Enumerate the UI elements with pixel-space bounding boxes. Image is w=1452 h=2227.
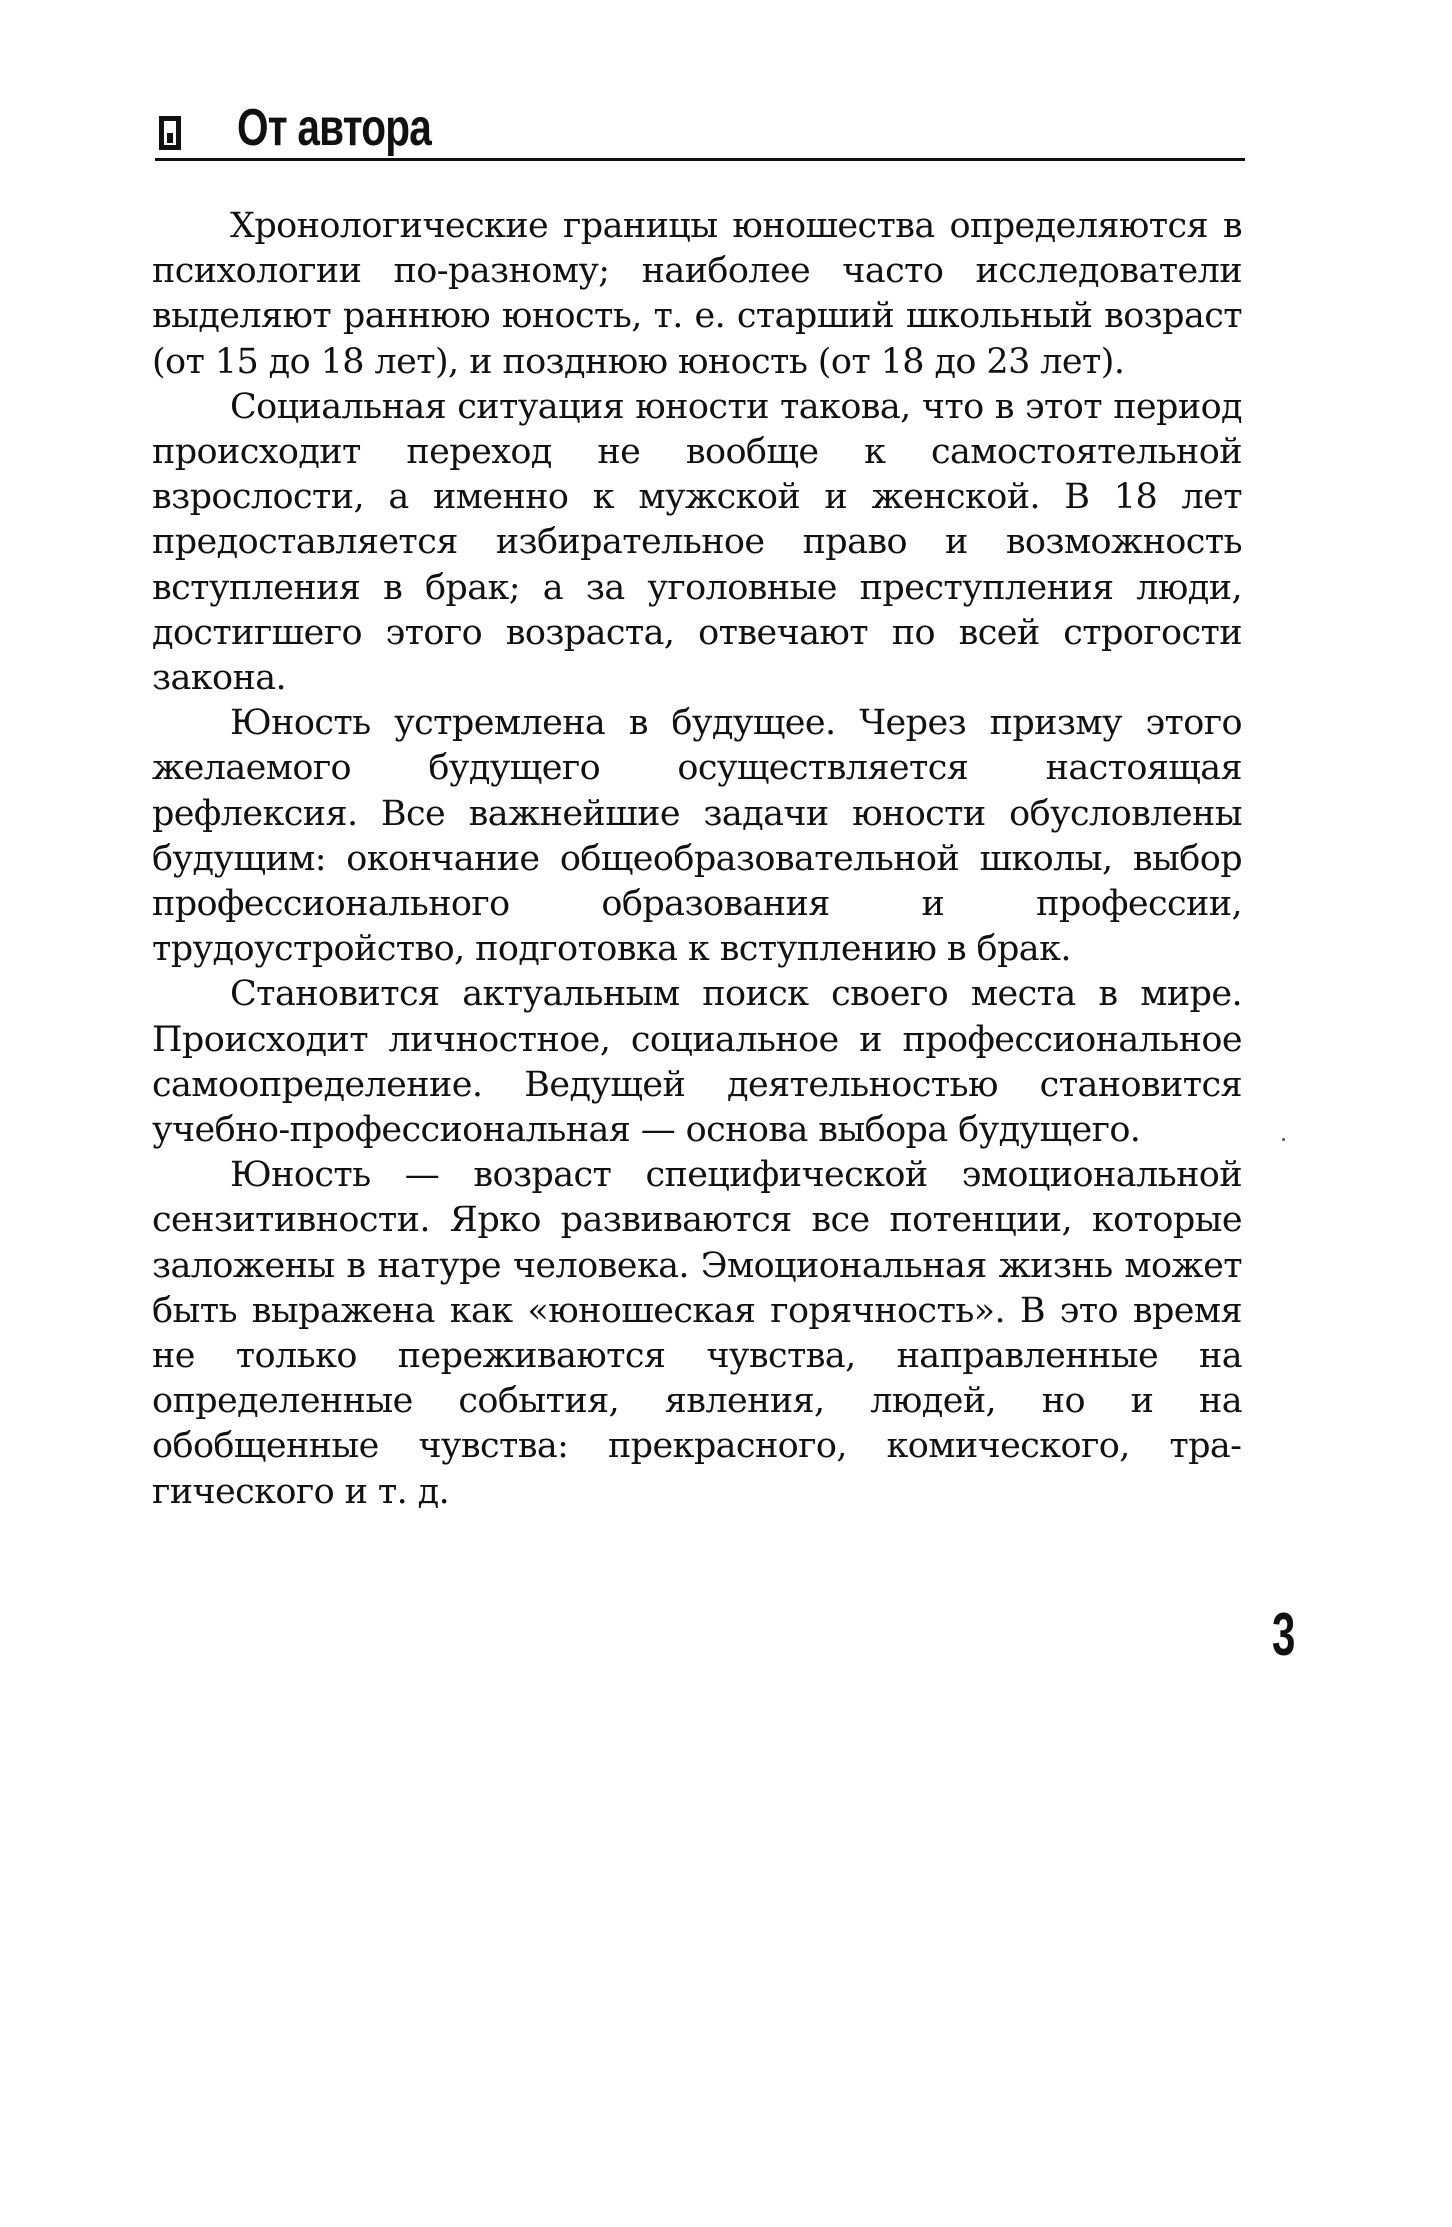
section-marker-icon: [159, 116, 181, 150]
paragraph: Юность устремлена в будущее. Через призму этого желаемого будущего осуществляется настоящая рефлексия. Все важнейшие задачи юности обусловлены будущим: окончание общеобразовательной школы, выбор профессионального образования и профессии, трудоустройство, подготовка к вступлению в брак.: [152, 703, 1242, 970]
body-text: [152, 204, 1242, 1515]
paragraph: Становится актуальным поиск своего места в мире. Происходит личностное, социальное и профессиональное самоопределение. Ведущей деятельностью становится учебно-профессиональная — основа выбора будущего.: [152, 974, 1242, 1151]
chapter-title: От автора: [237, 99, 432, 157]
chapter-header: [155, 98, 1245, 161]
paragraph: Хронологические границы юношества определяются в психологии по-разному; наиболее часто исследователи выделяют раннюю юность, т. е. старший школьный возраст (от 15 до 18 лет), и позднюю юность (от 18 до 23 лет).: [152, 206, 1242, 382]
paragraph: Социальная ситуация юности такова, что в этот период происходит переход не вообще к самостоятельной взрослости, а именно к мужской и женской. В 18 лет предоставляется избирательное право и возможность вступления в брак; а за уголовные преступления люди, достигшего этого возраста, отвечают по всей строгости закона.: [152, 386, 1242, 699]
paragraph: Юность — возраст специфической эмоциональной сензитивности. Ярко развиваются все потенции, которые заложены в натуре человека. Эмоциональная жизнь может быть выражена как «юношеская горячность». В это время не только переживаются чувства, направленные на определенные события, явления, людей, но и на обобщенные чувства: прекрасного, комического, трагического и т. д.: [152, 1155, 1242, 1512]
scan-speck: [1282, 1138, 1285, 1141]
page-number: 3: [1272, 1601, 1296, 1668]
